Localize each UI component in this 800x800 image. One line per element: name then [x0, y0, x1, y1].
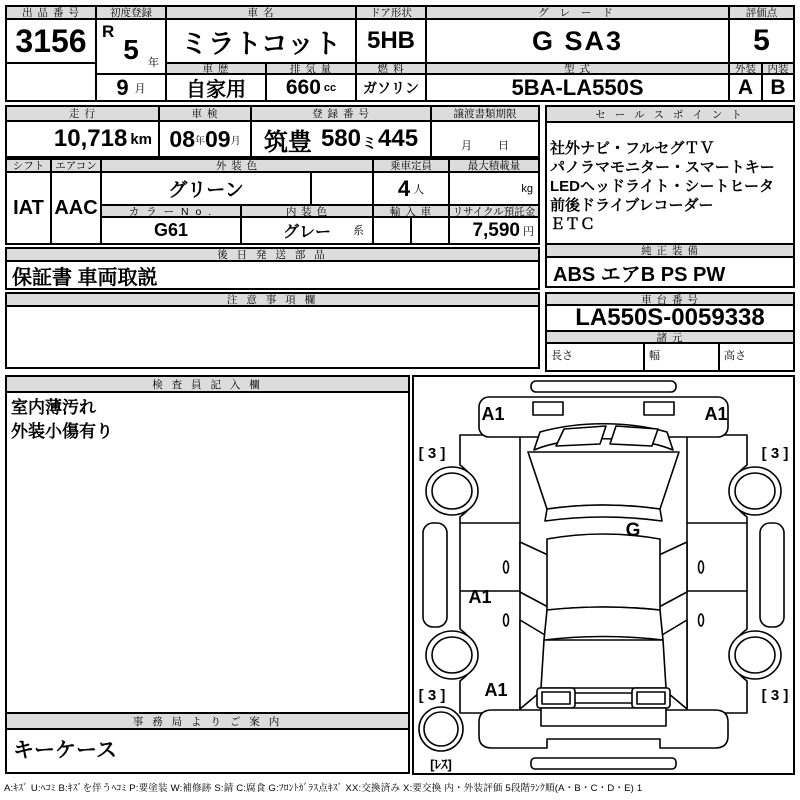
- first-registration-month-cell: [95, 73, 167, 102]
- left-wiper: [556, 426, 606, 446]
- spare-tire: [419, 707, 463, 751]
- year-unit: 年: [148, 57, 159, 69]
- color-no-header: カ ラ ー N o .: [100, 204, 242, 218]
- car-top-view-diagram: [414, 377, 793, 773]
- sales-point-line: パノラマモニター・スマートキー: [550, 159, 775, 176]
- chassis-number-value: LA550S-0059338: [545, 304, 795, 332]
- damage-label-front-right-bumper: A1: [704, 404, 728, 424]
- rear-left-wheel: [426, 631, 478, 679]
- sales-point-line: ＥＴＣ: [550, 216, 596, 233]
- left-upper-fold: [520, 542, 548, 607]
- score-header: 評価点: [728, 5, 795, 20]
- rear-window: [544, 607, 663, 640]
- inspection-year-unit: 年: [195, 135, 205, 147]
- exterior-color-value: グリーン: [100, 171, 312, 206]
- sales-point-line: 前後ドライブレコーダー: [550, 197, 714, 214]
- rear-lip-bar: [531, 758, 676, 769]
- inspector-notes-content: [5, 391, 410, 714]
- first-reg-year: 5: [123, 33, 139, 65]
- inspector-notes-header: 検 査 員 記 入 欄: [5, 375, 410, 393]
- registration-number-cell: [250, 120, 432, 158]
- front-lip-bar: [531, 381, 676, 392]
- mileage-header: 走 行: [5, 105, 160, 122]
- inspection-year: 08: [169, 125, 195, 152]
- inspection-month: 09: [205, 125, 231, 152]
- color-no-value: G61: [100, 216, 242, 245]
- tailgate-upper: [541, 640, 666, 688]
- grade-header: グ レ ー ド: [425, 5, 730, 20]
- history-header: 車 歴: [165, 62, 267, 75]
- aircon-header: エアコン: [50, 158, 102, 173]
- notes-header: 注 意 事 項 欄: [5, 292, 540, 307]
- spec-width-cell: 幅: [643, 342, 720, 372]
- first-reg-month: 9: [116, 74, 129, 100]
- payload-value-cell: [448, 171, 540, 206]
- inspection-header: 車 検: [158, 105, 252, 122]
- transfer-deadline-cell: [430, 120, 540, 158]
- exterior-grade-header: 外装: [728, 62, 763, 75]
- interior-color-header: 内 装 色: [240, 204, 374, 218]
- right-wiper: [610, 426, 658, 446]
- era-letter: R: [102, 22, 115, 41]
- tire-depth-rear-right: [ 3 ]: [761, 687, 789, 704]
- payload-unit: kg: [521, 182, 533, 195]
- month-unit: 月: [134, 82, 146, 95]
- specs-header: 諸 元: [545, 330, 795, 344]
- reg-area: 筑豊: [263, 128, 312, 156]
- interior-color-suffix: 系: [353, 225, 364, 237]
- tire-depth-front-left: [ 3 ]: [418, 445, 446, 462]
- right-upper-fold: [659, 542, 687, 607]
- import-cell-2: [410, 216, 450, 245]
- mileage-value-cell: [5, 120, 160, 158]
- recycle-deposit-cell: [448, 216, 540, 245]
- transfer-deadline-header: 譲渡書類期限: [430, 105, 540, 122]
- interior-color-value: グレー: [282, 224, 331, 241]
- right-front-door-handle: [699, 561, 704, 573]
- score-value: 5: [728, 18, 795, 64]
- later-parts-value: 保証書 車両取説: [5, 260, 540, 290]
- front-right-wheel: [729, 467, 781, 515]
- damage-label-windshield: G: [625, 520, 641, 541]
- exterior-color-header: 外 装 色: [100, 158, 374, 173]
- deadline-day-label: 日: [498, 140, 509, 152]
- registration-number-header: 登 録 番 号: [250, 105, 432, 122]
- sales-points-content: [545, 121, 795, 247]
- model-code-header: 型 式: [425, 62, 730, 75]
- reg-kana: ミ: [361, 134, 377, 152]
- inspector-note-line: 室内薄汚れ: [11, 398, 96, 417]
- later-parts-header: 後 日 発 送 部 品: [5, 247, 540, 262]
- interior-grade-value: B: [761, 73, 795, 102]
- deadline-month-label: 月: [461, 140, 472, 152]
- spare-tire-label: [ﾚｽ]: [430, 757, 452, 772]
- exterior-color-extra-cell: [310, 171, 374, 206]
- damage-label-front-left-bumper: A1: [481, 404, 505, 424]
- rear-right-wheel: [729, 631, 781, 679]
- chassis-number-header: 車 台 番 号: [545, 292, 795, 306]
- sales-point-line: LEDヘッドライト・シートヒータ: [550, 178, 774, 195]
- damage-label-left-quarter: A1: [484, 680, 508, 700]
- tailgate-lower: [541, 708, 666, 726]
- recycle-deposit-value: 7,590: [472, 219, 520, 241]
- right-taillight-inner: [637, 692, 665, 704]
- right-sill-panel: [760, 523, 784, 627]
- capacity-unit: 人: [413, 183, 425, 196]
- lot-number-empty: [5, 62, 97, 102]
- front-bumper-slot-left: [533, 402, 563, 415]
- fuel-header: 燃 料: [355, 62, 427, 75]
- payload-header: 最大積載量: [448, 158, 540, 173]
- spec-height-cell: 高さ: [718, 342, 795, 372]
- genuine-equipment-header: 純 正 装 備: [545, 243, 795, 258]
- shift-value: IAT: [5, 171, 52, 245]
- interior-color-cell: [240, 216, 374, 245]
- genuine-equipment-value: ABS エアB PS PW: [545, 256, 795, 288]
- spec-length-cell: 長さ: [545, 342, 645, 372]
- car-name-value: ミラトコット: [165, 18, 357, 64]
- front-left-wheel: [426, 467, 478, 515]
- reg-number: 445: [378, 125, 419, 152]
- office-notice-header: 事 務 局 よ り ご 案 内: [5, 712, 410, 730]
- shift-header: シフト: [5, 158, 52, 173]
- damage-label-left-door: A1: [468, 587, 492, 607]
- import-header: 輸 入 車: [372, 204, 450, 218]
- sales-point-line: 社外ナビ・フルセグＴＶ: [550, 140, 715, 157]
- capacity-header: 乗車定員: [372, 158, 450, 173]
- mileage-unit: km: [130, 130, 152, 148]
- displacement-value-cell: [265, 73, 357, 102]
- notes-content: [5, 305, 540, 369]
- left-rear-door-handle: [504, 614, 509, 626]
- lot-number-header: 出 品 番 号: [5, 5, 97, 20]
- aircon-value: AAC: [50, 171, 102, 245]
- left-sill-panel: [423, 523, 447, 627]
- car-name-header: 車 名: [165, 5, 357, 20]
- recycle-deposit-header: リサイクル預託金: [448, 204, 540, 218]
- interior-grade-header: 内装: [761, 62, 795, 75]
- damage-code-legend: A:ｷｽﾞ U:ﾍｺﾐ B:ｷｽﾞを伴うﾍｺﾐ P:要塗装 W:補修跡 S:錆 C:腐食 G:ﾌﾛﾝﾄｶﾞﾗｽ点ｷｽﾞ XX:交換済み X:要交換 内・外装評価 5段階ﾗﾝｸ順(A・B・C・D・E) 1: [4, 783, 643, 794]
- door-shape-value: 5HB: [355, 18, 427, 64]
- fuel-value: ガソリン: [355, 73, 427, 102]
- tire-depth-rear-left: [ 3 ]: [418, 687, 446, 704]
- capacity-value-cell: [372, 171, 450, 206]
- roof-panel: [547, 534, 660, 610]
- first-registration-year-cell: [95, 18, 167, 75]
- mileage-value: 10,718: [53, 125, 128, 152]
- right-rear-door-handle: [699, 614, 704, 626]
- taillight-bar: [575, 693, 632, 703]
- sales-points-header: セ ー ル ス ポ イ ン ト: [545, 105, 795, 123]
- lot-number-value: 3156: [5, 18, 97, 64]
- recycle-deposit-unit: 円: [523, 225, 534, 238]
- model-code-value: 5BA-LA550S: [425, 73, 730, 102]
- displacement-unit: cc: [323, 81, 337, 94]
- import-cell-1: [372, 216, 412, 245]
- inspection-value-cell: [158, 120, 252, 158]
- damage-diagram-box: [412, 375, 795, 775]
- windshield: [528, 452, 679, 509]
- inspector-note-line: 外装小傷有り: [11, 422, 113, 441]
- displacement-value: 660: [285, 75, 321, 99]
- windshield-lower-band: [545, 505, 662, 521]
- tire-depth-front-right: [ 3 ]: [761, 445, 789, 462]
- door-shape-header: ドア形状: [355, 5, 427, 20]
- first-registration-header: 初度登録: [95, 5, 167, 20]
- exterior-grade-value: A: [728, 73, 763, 102]
- front-bumper-slot-right: [644, 402, 674, 415]
- reg-class: 580: [320, 125, 361, 152]
- capacity-value: 4: [397, 175, 411, 201]
- displacement-header: 排 気 量: [265, 62, 357, 75]
- left-taillight-inner: [542, 692, 570, 704]
- grade-value: G SA3: [425, 18, 730, 64]
- office-notice-value: キーケース: [5, 728, 410, 774]
- inspection-month-unit: 月: [230, 135, 241, 147]
- history-value: 自家用: [165, 73, 267, 102]
- left-front-door-handle: [504, 561, 509, 573]
